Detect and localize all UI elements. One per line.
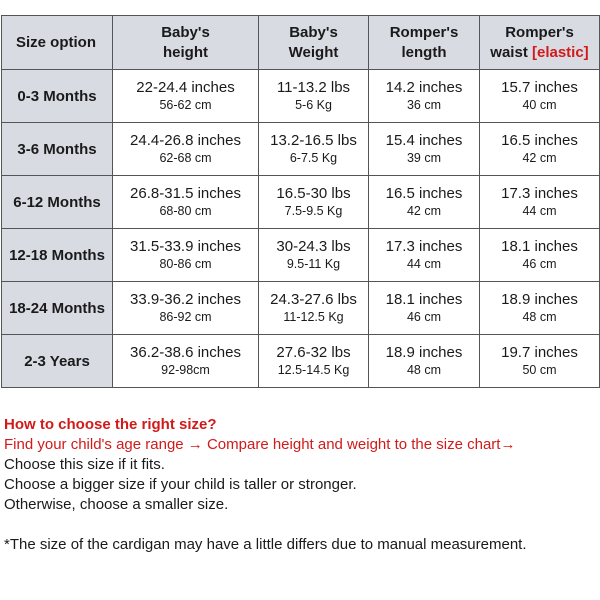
waist-inches: 18.9 inches — [501, 291, 578, 308]
baby-height-cell — [113, 229, 259, 282]
baby-weight-cell — [259, 282, 369, 335]
length-cm: 36 cm — [406, 98, 442, 112]
length-cm: 39 cm — [406, 151, 442, 165]
weight-kg: 7.5-9.5 Kg — [284, 204, 343, 218]
waist-cm: 46 cm — [522, 257, 557, 271]
size-option-cell: 2-3 Years — [2, 335, 113, 388]
baby-weight-cell — [259, 123, 369, 176]
size-option-cell: 3-6 Months — [2, 123, 113, 176]
header-romper-length — [369, 16, 480, 70]
header-romper-length-line2: length — [401, 43, 447, 61]
header-baby-height-line2: height — [163, 43, 208, 61]
size-option-cell: 18-24 Months — [2, 282, 113, 335]
table-row — [2, 176, 600, 229]
baby-height-cell — [113, 123, 259, 176]
baby-weight-cell — [259, 335, 369, 388]
weight-lbs: 27.6-32 lbs — [276, 344, 351, 361]
waist-cm: 50 cm — [522, 363, 557, 377]
height-inches: 36.2-38.6 inches — [130, 344, 241, 361]
table-row — [2, 282, 600, 335]
size-option-cell: 0-3 Months — [2, 70, 113, 123]
baby-height-cell — [113, 282, 259, 335]
length-cm: 42 cm — [406, 204, 442, 218]
romper-waist-cell — [480, 176, 600, 229]
header-baby-height-line1: Baby's — [161, 23, 210, 41]
length-inches: 17.3 inches — [385, 238, 463, 255]
romper-length-cell — [369, 123, 480, 176]
table-row — [2, 229, 600, 282]
size-guide-line-smaller: Otherwise, choose a smaller size. — [4, 496, 229, 513]
weight-lbs: 16.5-30 lbs — [276, 185, 351, 202]
waist-cm: 44 cm — [522, 204, 557, 218]
header-romper-waist-line1: Romper's — [505, 23, 574, 41]
header-romper-waist — [480, 16, 600, 70]
measurement-footnote: *The size of the cardigan may have a little differs due to manual measurement. — [4, 536, 527, 553]
weight-kg: 6-7.5 Kg — [289, 151, 338, 165]
height-cm: 62-68 cm — [159, 151, 212, 165]
romper-length-cell — [369, 335, 480, 388]
size-guide-steps: Find your child's age range → Compare height and weight to the size chart→ — [4, 436, 516, 453]
size-guide-heading: How to choose the right size? — [4, 416, 217, 433]
length-inches: 16.5 inches — [385, 185, 463, 202]
romper-length-cell — [369, 229, 480, 282]
table-row — [2, 123, 600, 176]
length-inches: 18.9 inches — [385, 344, 463, 361]
waist-cm: 48 cm — [522, 310, 557, 324]
weight-lbs: 30-24.3 lbs — [276, 238, 351, 255]
weight-kg: 12.5-14.5 Kg — [277, 363, 350, 377]
size-guide-line-bigger: Choose a bigger size if your child is taller or stronger. — [4, 476, 357, 493]
weight-kg: 11-12.5 Kg — [283, 310, 344, 324]
length-inches: 18.1 inches — [385, 291, 463, 308]
romper-waist-cell — [480, 123, 600, 176]
height-cm: 86-92 cm — [159, 310, 212, 324]
baby-height-cell — [113, 176, 259, 229]
header-baby-weight — [259, 16, 369, 70]
header-baby-height — [113, 16, 259, 70]
baby-height-cell — [113, 70, 259, 123]
waist-inches: 19.7 inches — [501, 344, 578, 361]
baby-weight-cell — [259, 70, 369, 123]
waist-cm: 42 cm — [522, 151, 557, 165]
length-inches: 14.2 inches — [385, 79, 463, 96]
size-chart-table — [1, 15, 600, 388]
height-inches: 31.5-33.9 inches — [130, 238, 241, 255]
header-baby-weight-line2: Weight — [288, 43, 339, 61]
weight-kg: 9.5-11 Kg — [286, 257, 341, 271]
table-row — [2, 335, 600, 388]
waist-inches: 15.7 inches — [501, 79, 578, 96]
size-guide-line-fits: Choose this size if it fits. — [4, 456, 165, 473]
length-cm: 46 cm — [406, 310, 442, 324]
height-inches: 26.8-31.5 inches — [130, 185, 241, 202]
waist-inches: 16.5 inches — [501, 132, 578, 149]
height-inches: 22-24.4 inches — [136, 79, 235, 96]
waist-inches: 17.3 inches — [501, 185, 578, 202]
romper-waist-cell — [480, 229, 600, 282]
romper-length-cell — [369, 282, 480, 335]
romper-waist-cell — [480, 335, 600, 388]
height-inches: 33.9-36.2 inches — [130, 291, 241, 308]
romper-length-cell — [369, 70, 480, 123]
weight-lbs: 24.3-27.6 lbs — [270, 291, 357, 308]
header-size-option: Size option — [2, 16, 113, 70]
romper-waist-cell — [480, 70, 600, 123]
weight-kg: 5-6 Kg — [295, 98, 332, 112]
baby-weight-cell — [259, 229, 369, 282]
length-cm: 48 cm — [406, 363, 442, 377]
waist-cm: 40 cm — [522, 98, 557, 112]
baby-height-cell — [113, 335, 259, 388]
length-inches: 15.4 inches — [385, 132, 463, 149]
length-cm: 44 cm — [406, 257, 442, 271]
header-romper-waist-line2: waist — [490, 43, 528, 61]
header-baby-weight-line1: Baby's — [289, 23, 338, 41]
waist-inches: 18.1 inches — [501, 238, 578, 255]
weight-lbs: 13.2-16.5 lbs — [270, 132, 357, 149]
height-cm: 56-62 cm — [159, 98, 212, 112]
romper-waist-cell — [480, 282, 600, 335]
header-romper-length-line1: Romper's — [389, 23, 459, 41]
weight-lbs: 11-13.2 lbs — [276, 79, 351, 96]
baby-weight-cell — [259, 176, 369, 229]
height-inches: 24.4-26.8 inches — [130, 132, 241, 149]
header-romper-waist-elastic: [elastic] — [531, 43, 589, 61]
height-cm: 80-86 cm — [159, 257, 212, 271]
size-option-cell: 6-12 Months — [2, 176, 113, 229]
size-option-cell: 12-18 Months — [2, 229, 113, 282]
romper-length-cell — [369, 176, 480, 229]
size-guide-notes — [4, 415, 596, 555]
height-cm: 68-80 cm — [159, 204, 212, 218]
table-header-row — [2, 16, 600, 70]
table-row — [2, 70, 600, 123]
height-cm: 92-98cm — [161, 363, 210, 377]
